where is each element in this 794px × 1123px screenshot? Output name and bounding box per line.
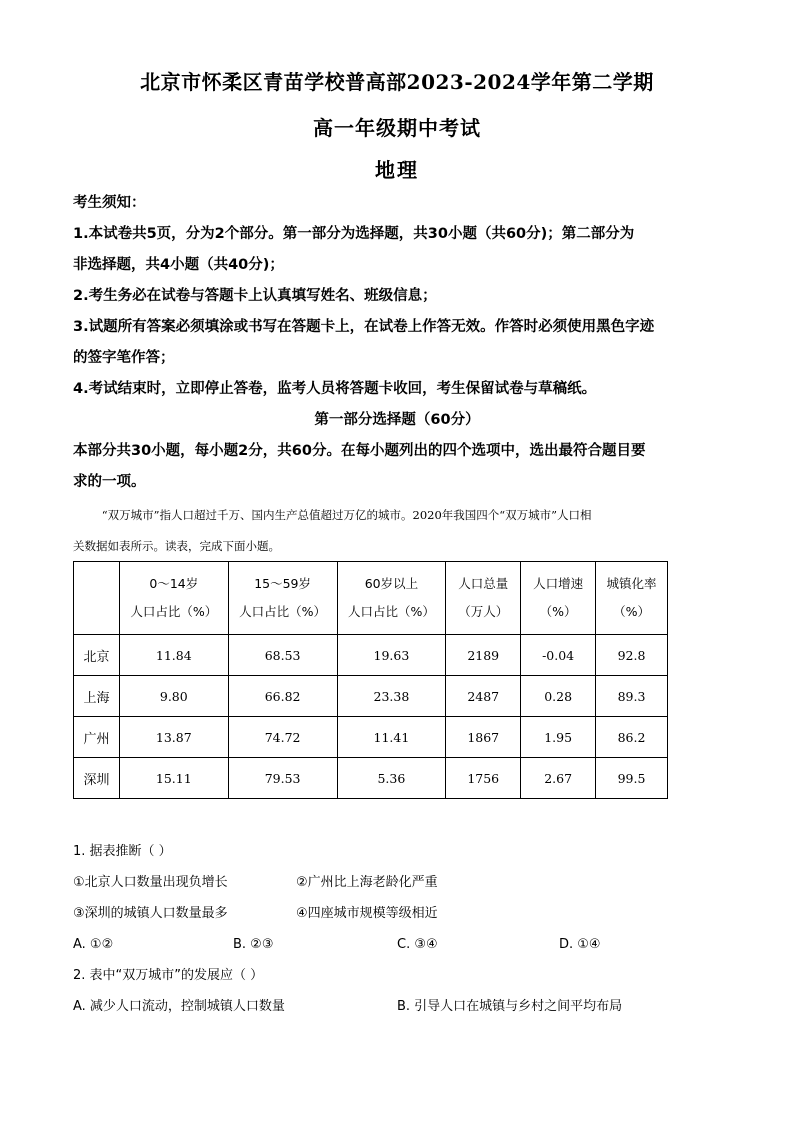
exam-title-subject: 地理	[375, 158, 419, 182]
city-cell: 深圳	[74, 758, 120, 799]
question-2-options	[73, 991, 723, 1022]
header-cell-population: 人口总量 （万人）	[446, 562, 521, 635]
exam-title-school: 北京市怀柔区青苗学校普高部2023-2024学年第二学期	[140, 70, 654, 94]
intro-line: 本部分共30小题，每小题2分，共60分。在每小题列出的四个选项中，选出最符合题目要	[73, 443, 646, 459]
option-b: B. ②③	[233, 937, 274, 952]
section-title: 第一部分选择题（60分）	[314, 412, 480, 428]
option-a: A. 减少人口流动，控制城镇人口数量	[73, 999, 285, 1014]
table-cell: 89.3	[596, 676, 668, 717]
reading-passage	[73, 500, 723, 562]
question-1-options	[73, 929, 723, 960]
question-2-stem: 2. 表中“双万城市”的发展应（ ）	[73, 968, 264, 983]
table-cell: 2189	[446, 635, 521, 676]
table-cell: 92.8	[596, 635, 668, 676]
instruction-line: 4.考试结束时，立即停止答卷，监考人员将答题卡收回，考生保留试卷与草稿纸。	[73, 381, 597, 397]
table-row	[74, 758, 668, 799]
table-cell: 9.80	[119, 676, 228, 717]
header-cell-growth: 人口增速 （%）	[521, 562, 596, 635]
option-d: D. ①④	[559, 937, 601, 952]
table-cell: 1.95	[521, 717, 596, 758]
instructions-heading: 考生须知：	[73, 195, 146, 211]
table-cell: -0.04	[521, 635, 596, 676]
passage-line: “双万城市”指人口超过千万、国内生产总值超过万亿的城市。2020年我国四个“双万城市”人口相	[101, 508, 592, 522]
table-cell: 5.36	[337, 758, 446, 799]
table-cell: 79.53	[228, 758, 337, 799]
option-b: B. 引导人口在城镇与乡村之间平均布局	[397, 999, 623, 1014]
intro-line: 求的一项。	[73, 474, 146, 490]
table-cell: 66.82	[228, 676, 337, 717]
option-c: C. ③④	[397, 937, 438, 952]
option-a: A. ①②	[73, 937, 114, 952]
section-intro	[73, 436, 723, 498]
table-row	[74, 717, 668, 758]
table-cell: 2487	[446, 676, 521, 717]
city-cell: 广州	[74, 717, 120, 758]
table-cell: 2.67	[521, 758, 596, 799]
table-cell: 74.72	[228, 717, 337, 758]
table-cell: 15.11	[119, 758, 228, 799]
exam-instructions	[73, 188, 723, 405]
population-table	[73, 561, 668, 799]
header-cell-age-15-59: 15～59岁 人口占比（%）	[228, 562, 337, 635]
question-1-statements-row	[73, 898, 723, 929]
instruction-line: 1.本试卷共5页，分为2个部分。第一部分为选择题，共30小题（共60分)；第二部分为	[73, 226, 635, 242]
header-cell-age-0-14: 0～14岁 人口占比（%）	[119, 562, 228, 635]
header-cell-age-60-plus: 60岁以上 人口占比（%）	[337, 562, 446, 635]
table-cell: 11.41	[337, 717, 446, 758]
header-cell-urbanization: 城镇化率 （%）	[596, 562, 668, 635]
statement-2: ②广州比上海老龄化严重	[296, 875, 438, 890]
table-cell: 86.2	[596, 717, 668, 758]
question-1-stem: 1. 据表推断（ ）	[73, 844, 172, 859]
table-cell: 0.28	[521, 676, 596, 717]
statement-3: ③深圳的城镇人口数量最多	[73, 906, 228, 921]
table-cell: 23.38	[337, 676, 446, 717]
header-cell-empty	[74, 562, 120, 635]
city-cell: 北京	[74, 635, 120, 676]
statement-1: ①北京人口数量出现负增长	[73, 875, 228, 890]
table-row	[74, 676, 668, 717]
exam-title-grade: 高一年级期中考试	[313, 116, 481, 140]
table-row	[74, 635, 668, 676]
table-cell: 19.63	[337, 635, 446, 676]
statement-4: ④四座城市规模等级相近	[296, 906, 438, 921]
table-cell: 11.84	[119, 635, 228, 676]
table-cell: 99.5	[596, 758, 668, 799]
table-cell: 68.53	[228, 635, 337, 676]
table-cell: 1867	[446, 717, 521, 758]
question-1-statements-row	[73, 867, 723, 898]
instruction-line: 非选择题，共4小题（共40分)；	[73, 257, 284, 273]
table-header-row	[74, 562, 668, 635]
questions	[73, 836, 723, 1022]
instruction-line: 3.试题所有答案必须填涂或书写在答题卡上，在试卷上作答无效。作答时必须使用黑色字迹	[73, 319, 655, 335]
instruction-line: 2.考生务必在试卷与答题卡上认真填写姓名、班级信息；	[73, 288, 437, 304]
instruction-line: 的签字笔作答；	[73, 350, 175, 366]
table-cell: 13.87	[119, 717, 228, 758]
passage-line: 关数据如表所示。读表，完成下面小题。	[73, 539, 280, 553]
table-cell: 1756	[446, 758, 521, 799]
city-cell: 上海	[74, 676, 120, 717]
